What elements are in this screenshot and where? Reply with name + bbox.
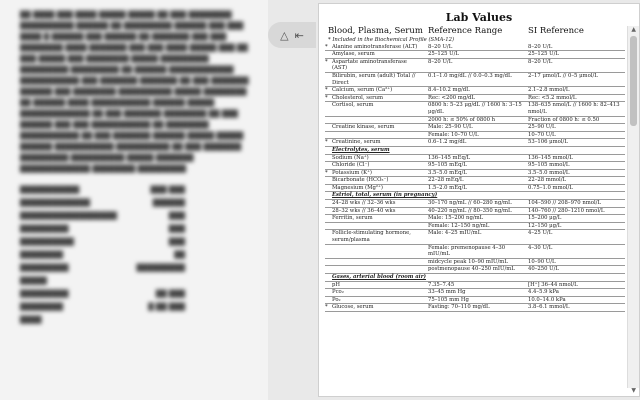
cell-si-reference: 53–106 μmol/L: [525, 139, 625, 147]
cell-reference-range: 0.6–1.2 mg/dL: [425, 139, 525, 147]
biochemical-profile-marker: *: [325, 94, 328, 101]
table-section-row: [325, 146, 625, 154]
test-name-text: Pco₂: [332, 289, 344, 296]
cell-si-reference: 3.5–5.0 mmol/L: [525, 169, 625, 177]
cell-reference-range: midcycle peak 10–90 mIU/mL: [425, 258, 525, 266]
table-row: [325, 154, 625, 162]
cell-test-name: [325, 51, 425, 59]
panel-toolbar: [268, 22, 316, 48]
scroll-up-arrow-icon[interactable]: ▲: [631, 26, 636, 33]
cell-test-name: [325, 289, 425, 297]
test-name-text: Amylase, serum: [332, 51, 375, 58]
cell-reference-range: 95–105 mEq/L: [425, 162, 525, 170]
table-row: [325, 131, 625, 139]
question-text-blurred: ██ ████ ███ ████ █████ █████ ██ ███ ████████ ██████████ ██████ ██ █████████ ██████ ███ ███ ████ █ ██████ ███ ██████ ██ ███████ ███ ███ ████████ ████ ███████ ███ ███ ████ █████ ███ ██ ███ █████ ███ ████████ █████ █████████ █████████ █████████ ██ ██████ ████████████ ███████████ ███ ███████ ███████ ██ ███ ███████ ██████ ███ ████████ ██████████ █████ ████████ ██ ██████ ████ ███████████ ██████ █████ █████████████ ██ ███ ███████ ████████ ██ ███ ██████ ███ ███ ███████████ ██ ████████ ███████████ ██ ███ ███████ ██████ █████ █████ ██████ ███████████ ██████████ ██ ███ ███████ █████████ ██████████ █████ ███████ █████████████ ████████ █████████ ███████████ ███ ███ █████████████ ██████ ██████████████████ ███ █████████ ███ ██████████ ███ ████████ ██ █████████ █████████ █████ █████████ ██ ███ ████████ █ ██ ███ ████: [20, 11, 249, 324]
table-row: [325, 258, 625, 266]
cell-test-name: [325, 296, 425, 304]
cell-test-name: [325, 169, 425, 177]
cell-si-reference: 138–635 nmol/L // 1600 h: 82–413 nmol/L: [525, 102, 625, 116]
table-row: [325, 169, 625, 177]
cell-reference-range: Female: 12–150 ng/mL: [425, 222, 525, 230]
cell-si-reference: 40–250 U/L: [525, 266, 625, 274]
table-row: [325, 207, 625, 215]
table-row: [325, 281, 625, 289]
test-name-text: Alanine aminotransferase (ALT): [332, 43, 418, 50]
cell-si-reference: 8–20 U/L: [525, 44, 625, 51]
test-name-text: Cortisol, serum: [332, 102, 374, 109]
cell-reference-range: Rec: <200 mg/dL: [425, 94, 525, 102]
table-note-row: [325, 37, 625, 44]
cell-si-reference: 4–30 U/L: [525, 244, 625, 258]
lab-values-scroll-area[interactable]: [319, 26, 627, 397]
test-name-text: Follicle-stimulating hormone, serum/plasma: [332, 230, 411, 244]
test-name-text: Cholesterol, serum: [332, 94, 384, 101]
cell-reference-range: 25–125 U/L: [425, 51, 525, 59]
header-col-range: Reference Range: [428, 26, 503, 36]
cell-reference-range: 0.1–1.0 mg/dL // 0.0–0.3 mg/dL: [425, 72, 525, 86]
cell-reference-range: Female: premenopause 4–30 mIU/mL: [425, 244, 525, 258]
biochemical-profile-marker: *: [325, 87, 328, 94]
cell-reference-range: Male: 25–90 U/L: [425, 124, 525, 132]
cell-si-reference: 4.4–5.9 kPa: [525, 289, 625, 297]
test-name-text: Calcium, serum (Ca²⁺): [332, 87, 393, 94]
cell-test-name: [325, 116, 425, 124]
cell-test-name: [325, 94, 425, 102]
cell-si-reference: 104–590 // 208–970 nmol/L: [525, 200, 625, 208]
test-name-text: Magnesium (Mg²⁺): [332, 184, 383, 191]
cell-test-name: [325, 281, 425, 289]
table-row: [325, 162, 625, 170]
cell-test-name: [325, 124, 425, 132]
cell-test-name: [325, 102, 425, 116]
cell-test-name: [325, 222, 425, 230]
cell-reference-range: 40–220 ng/mL // 80–350 ng/mL: [425, 207, 525, 215]
cell-test-name: [325, 72, 425, 86]
cell-test-name: [325, 266, 425, 274]
table-row: [325, 44, 625, 51]
cell-test-name: [325, 207, 425, 215]
scroll-down-arrow-icon[interactable]: ▼: [631, 387, 636, 394]
table-row: [325, 124, 625, 132]
test-name-text: Sodium (Na⁺): [332, 154, 369, 161]
table-row: [325, 304, 625, 312]
lab-values-table: [325, 26, 625, 312]
biochemical-profile-marker: *: [325, 139, 328, 146]
table-row: [325, 177, 625, 185]
table-section-row: [325, 274, 625, 282]
cell-si-reference: 25–90 U/L: [525, 124, 625, 132]
cell-reference-range: 8.4–10.2 mg/dL: [425, 87, 525, 95]
test-name-text: Po₂: [332, 296, 341, 303]
cell-si-reference: Fraction of 0800 h: ≤ 0.50: [525, 116, 625, 124]
section-title: Electrolytes, serum: [325, 146, 625, 154]
cell-reference-range: 2000 h: ≤ 50% of 0800 h: [425, 116, 525, 124]
table-row: [325, 184, 625, 192]
cell-reference-range: Fasting: 70–110 mg/dL: [425, 304, 525, 312]
table-row: [325, 139, 625, 147]
test-name-text: Aspartate aminotransferase (AST): [332, 58, 407, 72]
test-name-text: pH: [332, 281, 341, 288]
test-name-text: Chloride (Cl⁻): [332, 162, 370, 169]
cell-si-reference: 95–105 mmol/L: [525, 162, 625, 170]
cell-reference-range: 0800 h: 5–23 μg/dL // 1600 h: 3–15 μg/dL: [425, 102, 525, 116]
cell-reference-range: 136–145 mEq/L: [425, 154, 525, 162]
test-name-text: 28–32 wks // 36–40 wks: [332, 207, 396, 214]
biochemical-profile-marker: *: [325, 169, 328, 176]
lab-values-panel: [318, 3, 640, 397]
cell-si-reference: 25–125 U/L: [525, 51, 625, 59]
panel-title: Lab Values: [445, 11, 513, 24]
cell-si-reference: 4–25 U/L: [525, 230, 625, 244]
test-name-text: Creatinine, serum: [332, 139, 381, 146]
cell-reference-range: Male: 15–200 ng/mL: [425, 215, 525, 223]
table-row: [325, 87, 625, 95]
question-pane: [0, 0, 268, 400]
table-header-row: [325, 26, 625, 37]
cell-reference-range: 75–105 mm Hg: [425, 296, 525, 304]
cell-test-name: [325, 215, 425, 223]
cell-si-reference: 22–28 mmol/L: [525, 177, 625, 185]
test-name-text: Creatine kinase, serum: [332, 124, 395, 131]
cell-si-reference: Rec: <5.2 mmol/L: [525, 94, 625, 102]
table-row: [325, 94, 625, 102]
table-row: [325, 244, 625, 258]
cell-test-name: [325, 258, 425, 266]
cell-reference-range: 30–170 ng/mL // 60–280 ng/mL: [425, 200, 525, 208]
cell-reference-range: Female: 10–70 U/L: [425, 131, 525, 139]
cell-si-reference: 12–150 μg/L: [525, 222, 625, 230]
cell-test-name: [325, 44, 425, 51]
cell-si-reference: 2–17 μmol/L // 0–5 μmol/L: [525, 72, 625, 86]
table-row: [325, 266, 625, 274]
test-name-text: Potassium (K⁺): [332, 169, 372, 176]
table-note: * Included in the Biochemical Profile (SMA-12): [328, 37, 455, 43]
cell-test-name: [325, 87, 425, 95]
cell-reference-range: 7.35–7.45: [425, 281, 525, 289]
cell-reference-range: 33–45 mm Hg: [425, 289, 525, 297]
cell-test-name: [325, 244, 425, 258]
table-row: [325, 200, 625, 208]
cell-si-reference: 10–70 U/L: [525, 131, 625, 139]
cell-si-reference: 136–145 mmol/L: [525, 154, 625, 162]
cell-test-name: [325, 154, 425, 162]
table-row: [325, 296, 625, 304]
table-section-row: [325, 192, 625, 200]
cell-si-reference: 140–760 // 280–1210 nmol/L: [525, 207, 625, 215]
cell-reference-range: 22–28 mEq/L: [425, 177, 525, 185]
header-col-name: Blood, Plasma, Serum: [328, 26, 423, 36]
cell-si-reference: 8–20 U/L: [525, 58, 625, 72]
cell-test-name: [325, 230, 425, 244]
table-row: [325, 116, 625, 124]
table-row: [325, 58, 625, 72]
cell-reference-range: Male: 4–25 mIU/mL: [425, 230, 525, 244]
cell-test-name: [325, 131, 425, 139]
cell-si-reference: [H⁺] 36–44 nmol/L: [525, 281, 625, 289]
test-name-text: Ferritin, serum: [332, 215, 373, 222]
question-data-blurred: ███████████ ███ ███ █████████████ ██████ ██████████████████ ███ █████████ ███ ██████████ ███ ████████ ██ █████████ █████████ █████ █████████ ██ ███ ████████ █ ██ ███ ████: [20, 186, 185, 324]
vertical-scrollbar[interactable]: [627, 26, 639, 388]
header-col-si: SI Reference: [528, 26, 584, 36]
flask-icon[interactable]: △: [280, 28, 289, 42]
table-row: [325, 51, 625, 59]
cell-test-name: [325, 139, 425, 147]
test-name-text: Bilirubin, serum (adult) Total // Direct: [332, 72, 416, 86]
cell-test-name: [325, 58, 425, 72]
cell-reference-range: postmenopause 40–250 mIU/mL: [425, 266, 525, 274]
cell-si-reference: 0.75–1.0 mmol/L: [525, 184, 625, 192]
test-name-text: Glucose, serum: [332, 304, 374, 311]
table-row: [325, 222, 625, 230]
cell-reference-range: 8–20 U/L: [425, 58, 525, 72]
test-name-text: 24–28 wks // 32–36 wks: [332, 200, 396, 207]
biochemical-profile-marker: *: [325, 58, 328, 65]
cell-si-reference: 10.0–14.0 kPa: [525, 296, 625, 304]
collapse-arrow-icon[interactable]: ⇤: [294, 28, 304, 42]
table-row: [325, 72, 625, 86]
cell-si-reference: 2.1–2.8 mmol/L: [525, 87, 625, 95]
test-name-text: Bicarbonate (HCO₃⁻): [332, 177, 389, 184]
cell-si-reference: 10–90 U/L: [525, 258, 625, 266]
cell-test-name: [325, 177, 425, 185]
cell-test-name: [325, 304, 425, 312]
cell-si-reference: 3.8–6.1 mmol/L: [525, 304, 625, 312]
cell-reference-range: 3.5–5.0 mEq/L: [425, 169, 525, 177]
section-title: Gases, arterial blood (room air): [325, 274, 625, 282]
biochemical-profile-marker: *: [325, 304, 328, 311]
table-row: [325, 289, 625, 297]
table-row: [325, 215, 625, 223]
scrollbar-thumb[interactable]: [630, 36, 637, 126]
table-row: [325, 230, 625, 244]
cell-reference-range: 1.5–2.0 mEq/L: [425, 184, 525, 192]
cell-reference-range: 8–20 U/L: [425, 44, 525, 51]
section-title: Estriol, total, serum (in pregnancy): [325, 192, 625, 200]
cell-test-name: [325, 162, 425, 170]
cell-si-reference: 15–200 μg/L: [525, 215, 625, 223]
biochemical-profile-marker: *: [325, 43, 328, 50]
cell-test-name: [325, 200, 425, 208]
table-row: [325, 102, 625, 116]
cell-test-name: [325, 184, 425, 192]
